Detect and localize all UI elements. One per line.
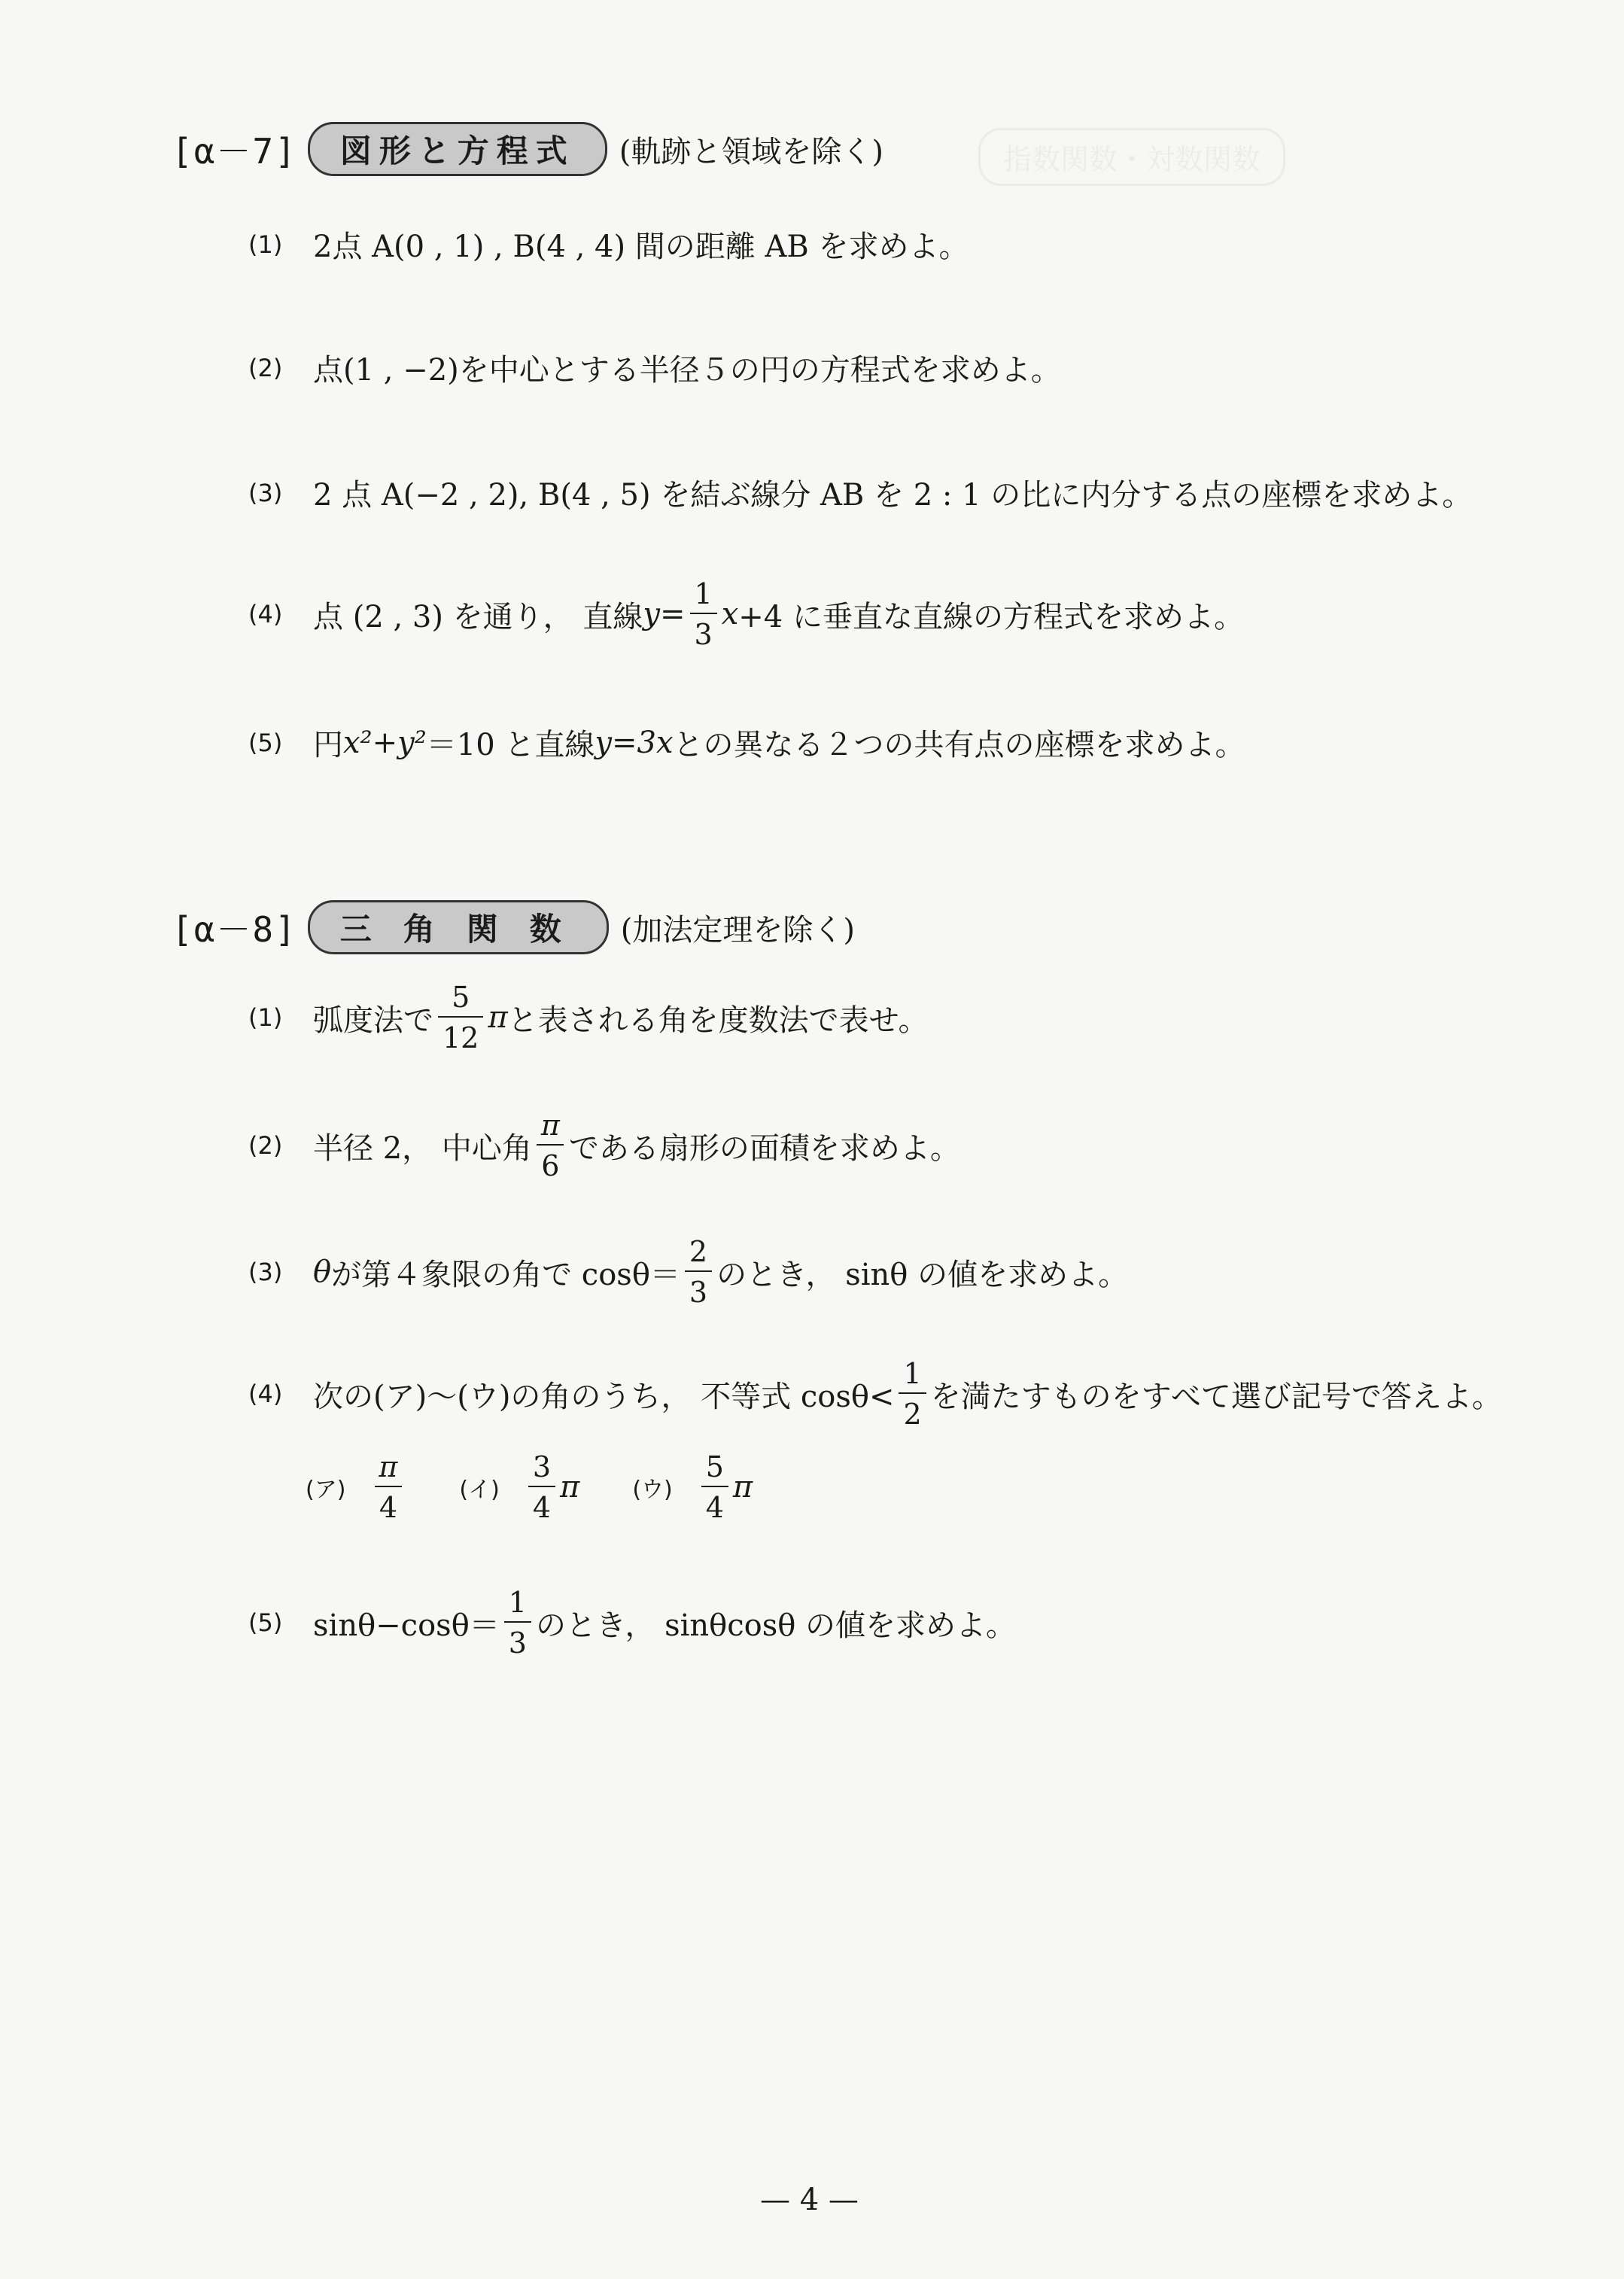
fraction-numerator: π	[540, 1109, 560, 1142]
section-label: [α－7]	[172, 131, 297, 172]
question-text: 2 点 A(−2 , 2), B(4 , 5) を結ぶ線分 AB を 2 : 1 の比に内分する点の座標を求めよ。	[313, 478, 1473, 513]
bleed-through-text: 指数関数・対数関数	[978, 128, 1285, 186]
fraction	[528, 1450, 555, 1524]
fraction-numerator: 3	[532, 1450, 552, 1483]
fraction-denominator: 3	[690, 613, 717, 649]
question-number: (2)	[248, 1131, 283, 1160]
question-text: 2点 A(0 , 1) , B(4 , 4) 間の距離 AB を求めよ。	[313, 230, 969, 264]
fraction-denominator: 2	[899, 1392, 926, 1429]
question-number: (4)	[248, 1380, 283, 1408]
question-a7-4	[248, 577, 1244, 651]
equals-sign: =	[660, 597, 686, 631]
question-a7-5	[248, 721, 1245, 764]
question-a7-2	[248, 346, 1061, 389]
question-text-pre: 次の(ア)〜(ウ)の角のうち， 不等式 cosθ<	[313, 1379, 895, 1414]
question-text-pre: が第４象限の角で cos	[331, 1257, 632, 1292]
question-number: (1)	[248, 230, 283, 259]
question-text-post: である扇形の面積を求めよ。	[568, 1130, 960, 1166]
fraction	[537, 1111, 564, 1180]
question-a7-3	[248, 471, 1472, 514]
section-heading-a7	[172, 119, 883, 179]
choice-u	[632, 1450, 753, 1524]
fraction	[685, 1237, 712, 1307]
variable-x: x	[721, 597, 739, 631]
question-text-pre: 半径 2， 中心角	[313, 1130, 532, 1166]
section-label: [α－8]	[172, 909, 297, 950]
line-expression: y=3x	[595, 725, 674, 760]
question-text-post: のとき， sinθcosθ の値を求めよ。	[535, 1608, 1017, 1643]
fraction-denominator: 4	[528, 1486, 555, 1522]
question-text-pre: sinθ−cosθ＝	[313, 1608, 500, 1643]
fraction	[504, 1586, 531, 1660]
section-title-badge: 三角関数	[308, 900, 609, 954]
question-text-post: との異なる２つの共有点の座標を求めよ。	[673, 728, 1245, 762]
fraction	[899, 1359, 926, 1429]
fraction-denominator: 3	[504, 1621, 531, 1657]
question-text-pre: 弧度法で	[313, 1003, 433, 1038]
question-number: (1)	[248, 1003, 283, 1032]
question-a8-1	[248, 983, 928, 1052]
question-text: 点(1 , −2)を中心とする半径５の円の方程式を求めよ。	[313, 353, 1061, 388]
question-text-mid: ＝10 と直線	[426, 728, 595, 762]
fraction	[438, 983, 483, 1052]
question-a8-2	[248, 1111, 960, 1180]
pi-symbol: π	[732, 1470, 753, 1505]
fraction-numerator: π	[379, 1450, 398, 1483]
choice-label: (ウ)	[632, 1477, 673, 1503]
fraction-denominator: 4	[701, 1486, 728, 1522]
question-number: (2)	[248, 353, 283, 382]
fraction	[374, 1450, 402, 1524]
fraction-denominator: 12	[438, 1016, 483, 1052]
fraction-denominator: 4	[375, 1486, 402, 1522]
circle-expression: x²+y²	[343, 725, 427, 760]
fraction-numerator: 2	[689, 1235, 708, 1268]
pi-symbol: π	[488, 1000, 508, 1035]
section-note: (加法定理を除く)	[620, 912, 856, 948]
question-a8-4	[248, 1359, 1502, 1429]
pi-symbol: π	[560, 1470, 580, 1505]
fraction-numerator: 1	[508, 1586, 527, 1619]
fraction-numerator: 1	[694, 577, 713, 610]
question-text-post: を満たすものをすべて選び記号で答えよ。	[930, 1379, 1502, 1414]
section-heading-a8	[172, 897, 855, 957]
fraction-numerator: 1	[903, 1357, 922, 1390]
question-text-pre: 点 (2 , 3) を通り， 直線	[313, 599, 643, 634]
answer-choices	[306, 1450, 805, 1524]
equals-sign: θ＝	[631, 1257, 680, 1292]
fraction-denominator: 6	[537, 1144, 564, 1180]
question-number: (5)	[248, 1608, 283, 1637]
variable-y: y	[643, 597, 661, 631]
choice-label: (イ)	[459, 1477, 500, 1503]
question-text-post: +4 に垂直な直線の方程式を求めよ。	[738, 599, 1244, 634]
choice-label: (ア)	[306, 1477, 346, 1503]
choice-a	[306, 1450, 406, 1524]
fraction-numerator: 5	[705, 1450, 724, 1483]
fraction	[701, 1450, 728, 1524]
question-text-post: のとき， sinθ の値を求めよ。	[716, 1257, 1129, 1292]
question-text-pre: 円	[313, 728, 343, 762]
fraction-numerator: 5	[452, 981, 470, 1014]
question-number: (3)	[248, 1258, 283, 1286]
choice-i	[459, 1450, 580, 1524]
question-number: (3)	[248, 478, 283, 507]
question-a8-3	[248, 1237, 1128, 1307]
question-a7-1	[248, 223, 969, 266]
fraction-denominator: 3	[685, 1270, 712, 1307]
fraction	[690, 577, 717, 651]
question-text-post: と表される角を度数法で表せ。	[507, 1003, 929, 1038]
question-number: (4)	[248, 600, 283, 628]
theta-symbol: θ	[313, 1255, 332, 1289]
section-title-badge: 図形と方程式	[308, 122, 607, 176]
question-number: (5)	[248, 728, 283, 757]
page-number: — 4 —	[760, 2183, 859, 2217]
section-note: (軌跡と領域を除く)	[619, 134, 884, 169]
question-a8-5	[248, 1586, 1017, 1660]
